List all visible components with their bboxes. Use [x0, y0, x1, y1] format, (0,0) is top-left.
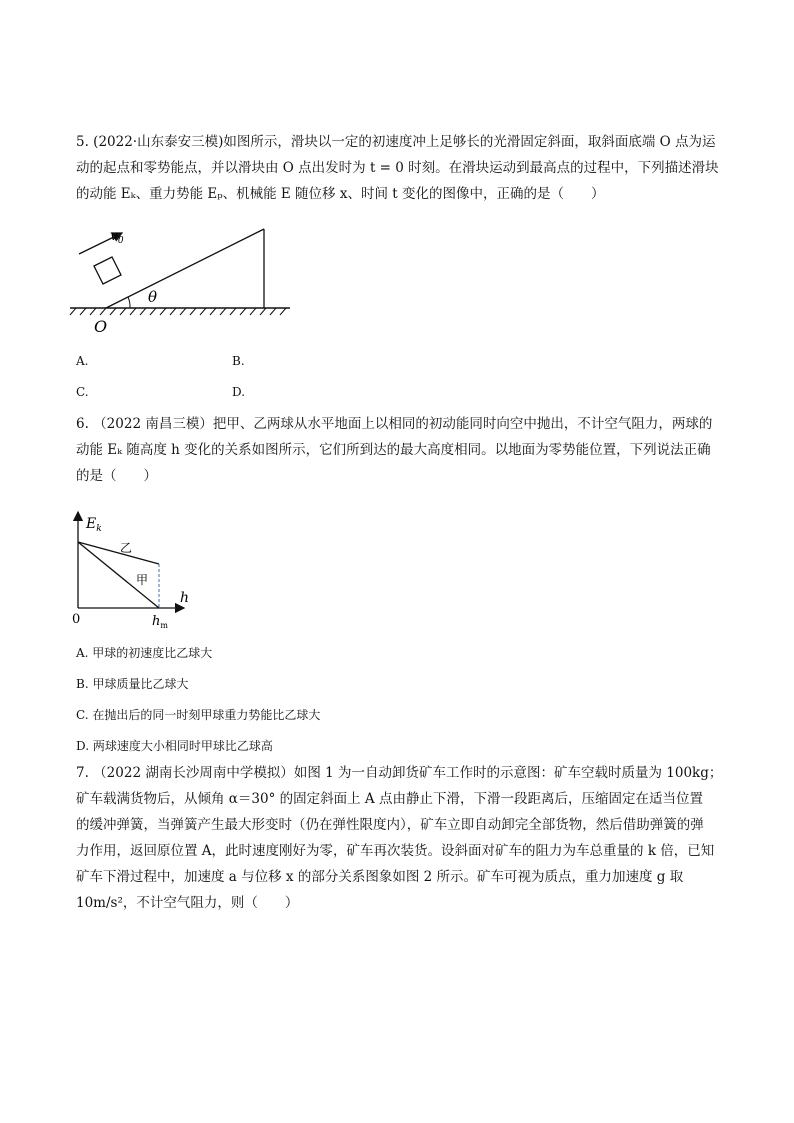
q7-line-6: 10m/s²，不计空气阻力，则（ ） — [76, 895, 299, 911]
velocity-label: $v_0$ — [110, 228, 124, 246]
q5-line-2: 动的起点和零势能点，并以滑块由 O 点出发时为 t = 0 时刻。在滑块运动到最高点的过程中，下列描述滑块 — [76, 160, 719, 176]
q5-option-c[interactable]: C. — [76, 385, 89, 399]
q5-option-d[interactable]: D. — [232, 385, 246, 399]
hm-label: $h_m$ — [152, 614, 168, 630]
q6-option-c[interactable]: C. 在抛出后的同一时刻甲球重力势能比乙球大 — [76, 708, 321, 722]
line-yi — [78, 542, 159, 564]
incline-figure — [64, 222, 294, 340]
ground-hatching — [70, 308, 286, 315]
q6-line-3: 的是（ ） — [76, 468, 157, 484]
origin-label: 0 — [72, 612, 81, 627]
q6-option-b[interactable]: B. 甲球质量比乙球大 — [76, 677, 189, 691]
question-6-text — [76, 411, 726, 489]
label-jia: 甲 — [136, 573, 149, 587]
origin-label: O — [94, 317, 108, 336]
question-5-text — [76, 129, 726, 207]
q6-option-d[interactable]: D. 两球速度大小相同时甲球比乙球高 — [76, 739, 273, 753]
q6-line-1: 6. （2022 南昌三模）把甲、乙两球从水平地面上以相同的初动能同时向空中抛出，不计空气阻力，两球的 — [76, 416, 713, 432]
slider-block — [94, 257, 121, 284]
q7-line-1: 7. （2022 湖南长沙周南中学模拟）如图 1 为一自动卸货矿车工作时的示意图：矿车空载时质量为 100kg； — [76, 765, 723, 781]
q6-option-a[interactable]: A. 甲球的初速度比乙球大 — [76, 646, 213, 660]
question-7-text — [76, 760, 726, 916]
q7-line-3: 的缓冲弹簧，当弹簧产生最大形变时（仍在弹性限度内），矿车立即自动卸完全部货物，然后借助弹簧的弹 — [76, 817, 704, 833]
q7-line-4: 力作用，返回原位置 A，此时速度刚好为零，矿车再次装货。设斜面对矿车的阻力为车总重量的 k 倍，已知 — [76, 843, 715, 859]
q5-option-b[interactable]: B. — [232, 354, 245, 368]
label-yi: 乙 — [120, 541, 133, 555]
q7-line-2: 矿车载满货物后，从倾角 α＝30° 的固定斜面上 A 点由静止下滑，下滑一段距离后，压缩固定在适当位置 — [76, 791, 703, 807]
y-axis-label: $E_k$ — [86, 516, 102, 534]
q7-line-5: 矿车下滑过程中，加速度 a 与位移 x 的部分关系图象如图 2 所示。矿车可视为质点，重力加速度 g 取 — [76, 869, 684, 885]
q6-line-2: 动能 Eₖ 随高度 h 变化的关系如图所示，它们所到达的最大高度相同。以地面为零势能位置，下列说法正确 — [76, 442, 711, 458]
angle-arc — [128, 297, 130, 308]
incline-slope — [106, 229, 264, 308]
q5-option-a[interactable]: A. — [76, 354, 89, 368]
q5-line-1: 5. (2022·山东泰安三模)如图所示，滑块以一定的初速度冲上足够长的光滑固定斜面，取斜面底端 O 点为运 — [76, 134, 716, 150]
ek-h-graph — [66, 508, 206, 634]
angle-label: θ — [148, 288, 158, 306]
q5-line-3: 的动能 Eₖ、重力势能 Eₚ、机械能 E 随位移 x、时间 t 变化的图像中，正确的是（ ） — [76, 186, 605, 202]
x-axis-label: h — [180, 590, 190, 606]
